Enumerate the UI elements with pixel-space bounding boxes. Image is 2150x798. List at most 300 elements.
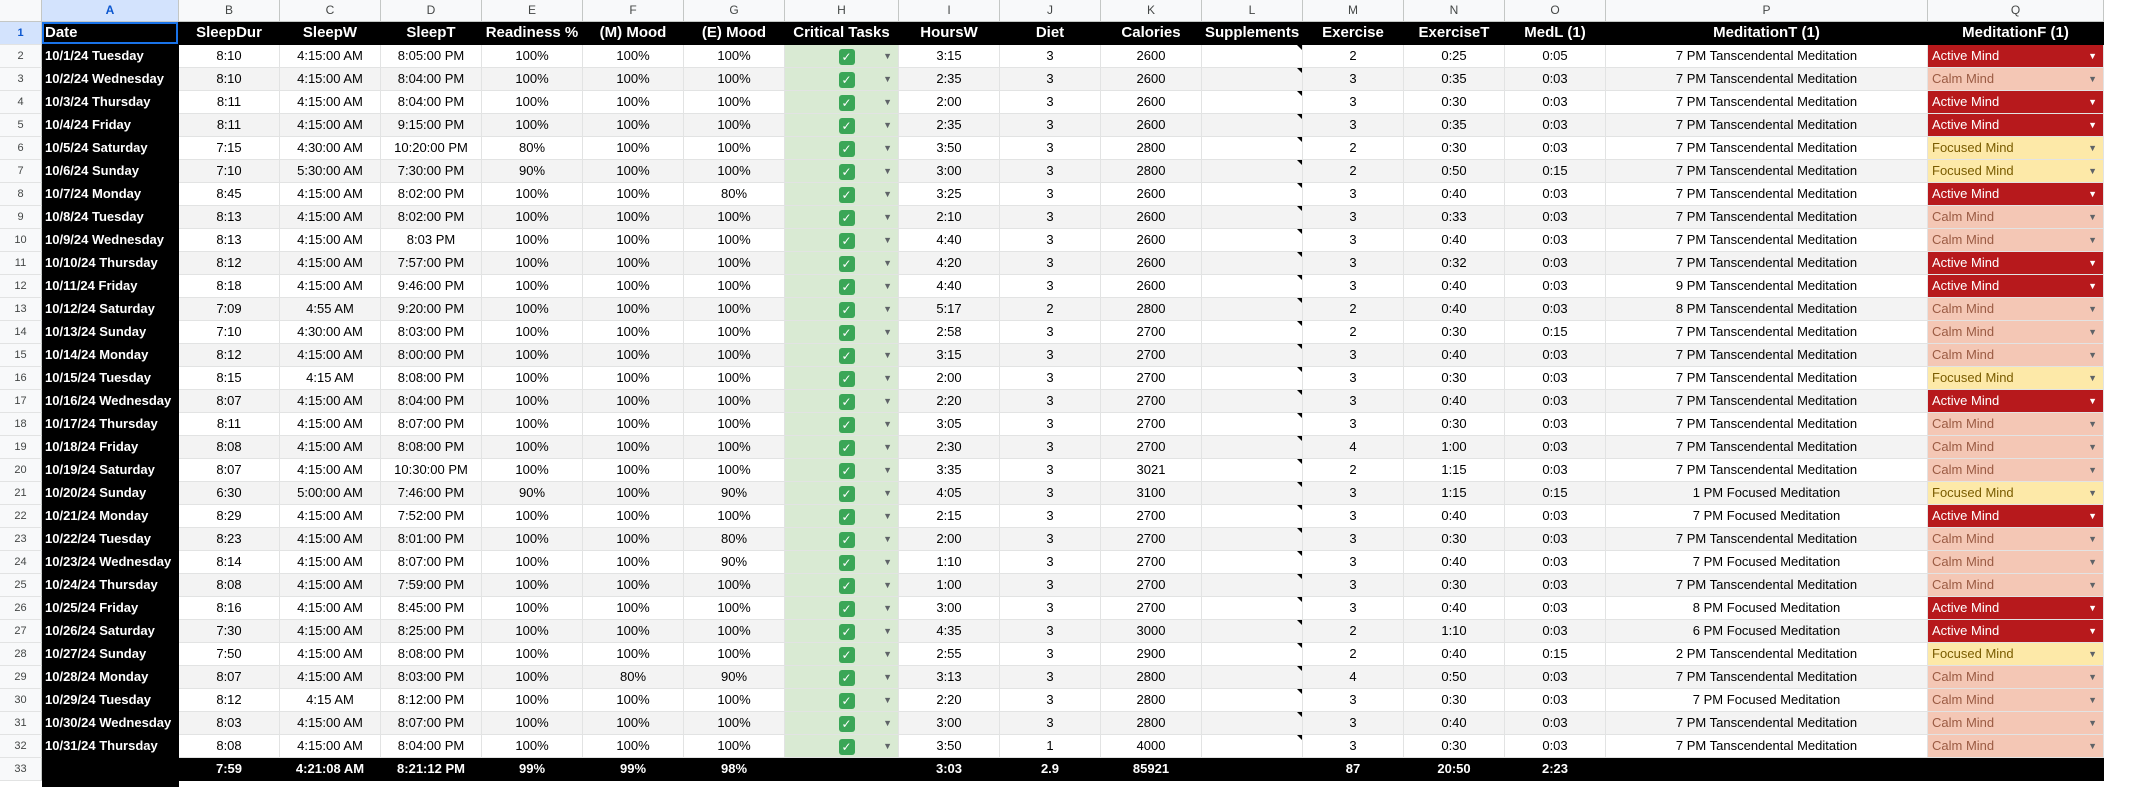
table-cell[interactable] [1606,436,1928,459]
critical-tasks-cell[interactable] [785,91,899,114]
date-cell[interactable] [42,413,179,436]
table-cell[interactable] [1000,735,1101,758]
chevron-down-icon[interactable]: ▼ [2088,626,2097,636]
chevron-down-icon[interactable]: ▼ [883,143,892,153]
date-cell[interactable] [42,505,179,528]
table-cell[interactable] [381,321,482,344]
chevron-down-icon[interactable]: ▼ [2088,465,2097,475]
table-cell[interactable] [381,735,482,758]
table-cell[interactable] [1404,229,1505,252]
table-cell[interactable] [1404,528,1505,551]
table-cell[interactable] [1101,344,1202,367]
table-cell[interactable] [1202,137,1303,160]
table-cell[interactable] [1101,620,1202,643]
table-cell[interactable] [179,390,280,413]
total-cell[interactable] [280,758,381,781]
table-cell[interactable] [583,735,684,758]
table-cell[interactable] [179,229,280,252]
table-cell[interactable] [1101,321,1202,344]
critical-tasks-cell[interactable] [785,344,899,367]
table-cell[interactable] [1606,574,1928,597]
table-cell[interactable] [280,206,381,229]
table-cell[interactable] [482,45,583,68]
table-cell[interactable] [1505,275,1606,298]
table-cell[interactable] [583,344,684,367]
table-cell[interactable] [684,68,785,91]
table-cell[interactable] [1606,206,1928,229]
table-cell[interactable] [583,160,684,183]
table-cell[interactable] [1606,712,1928,735]
table-cell[interactable] [179,620,280,643]
table-cell[interactable] [1505,252,1606,275]
table-cell[interactable] [1404,436,1505,459]
table-cell[interactable] [684,666,785,689]
row-header-6[interactable] [0,137,42,160]
date-cell[interactable] [42,620,179,643]
table-cell[interactable] [381,505,482,528]
table-cell[interactable] [1202,275,1303,298]
meditation-focus-dropdown[interactable] [1928,505,2104,528]
table-cell[interactable] [899,620,1000,643]
meditation-focus-dropdown[interactable] [1928,390,2104,413]
table-cell[interactable] [684,137,785,160]
table-cell[interactable] [482,114,583,137]
table-cell[interactable] [1606,344,1928,367]
row-header-30[interactable] [0,689,42,712]
table-cell[interactable] [280,620,381,643]
table-cell[interactable] [179,91,280,114]
meditation-focus-dropdown[interactable] [1928,91,2104,114]
table-cell[interactable] [381,436,482,459]
table-cell[interactable] [1000,160,1101,183]
table-cell[interactable] [1202,252,1303,275]
table-cell[interactable] [1505,160,1606,183]
table-cell[interactable] [684,367,785,390]
date-cell[interactable] [42,482,179,505]
table-cell[interactable] [381,367,482,390]
table-cell[interactable] [583,574,684,597]
chevron-down-icon[interactable]: ▼ [2088,74,2097,84]
chevron-down-icon[interactable]: ▼ [883,396,892,406]
table-cell[interactable] [1303,689,1404,712]
row-header-17[interactable] [0,390,42,413]
table-cell[interactable] [1101,505,1202,528]
chevron-down-icon[interactable]: ▼ [2088,258,2097,268]
table-cell[interactable] [1101,114,1202,137]
table-cell[interactable] [1303,298,1404,321]
chevron-down-icon[interactable]: ▼ [883,350,892,360]
table-cell[interactable] [1202,91,1303,114]
table-cell[interactable] [1202,367,1303,390]
table-cell[interactable] [1000,413,1101,436]
table-cell[interactable] [1606,137,1928,160]
table-cell[interactable] [179,206,280,229]
table-cell[interactable] [381,183,482,206]
table-cell[interactable] [381,206,482,229]
table-cell[interactable] [899,528,1000,551]
table-cell[interactable] [1101,229,1202,252]
date-cell[interactable] [42,68,179,91]
table-cell[interactable] [280,712,381,735]
critical-tasks-cell[interactable] [785,459,899,482]
table-cell[interactable] [179,298,280,321]
chevron-down-icon[interactable]: ▼ [2088,672,2097,682]
table-cell[interactable] [280,574,381,597]
table-cell[interactable] [583,528,684,551]
table-cell[interactable] [684,321,785,344]
table-cell[interactable] [684,643,785,666]
meditation-focus-dropdown[interactable] [1928,689,2104,712]
table-cell[interactable] [1101,689,1202,712]
table-cell[interactable] [583,551,684,574]
critical-tasks-cell[interactable] [785,482,899,505]
date-cell[interactable] [42,574,179,597]
table-cell[interactable] [1303,321,1404,344]
table-cell[interactable] [1404,344,1505,367]
table-cell[interactable] [899,321,1000,344]
table-cell[interactable] [899,712,1000,735]
chevron-down-icon[interactable]: ▼ [883,419,892,429]
table-cell[interactable] [1101,551,1202,574]
column-header-k[interactable] [1101,0,1202,22]
table-cell[interactable] [1101,206,1202,229]
table-cell[interactable] [280,229,381,252]
table-cell[interactable] [1101,643,1202,666]
table-cell[interactable] [1404,505,1505,528]
total-empty-cell[interactable] [1928,758,2104,781]
table-cell[interactable] [482,160,583,183]
date-cell[interactable] [42,689,179,712]
chevron-down-icon[interactable]: ▼ [2088,281,2097,291]
chevron-down-icon[interactable]: ▼ [883,741,892,751]
table-cell[interactable] [1505,666,1606,689]
column-header-o[interactable] [1505,0,1606,22]
meditation-focus-dropdown[interactable] [1928,68,2104,91]
table-cell[interactable] [1000,206,1101,229]
date-cell[interactable] [42,459,179,482]
date-cell[interactable] [42,321,179,344]
table-cell[interactable] [482,505,583,528]
table-cell[interactable] [583,505,684,528]
row-header-27[interactable] [0,620,42,643]
table-cell[interactable] [1505,68,1606,91]
critical-tasks-cell[interactable] [785,505,899,528]
table-cell[interactable] [899,114,1000,137]
table-cell[interactable] [1101,597,1202,620]
header-cell-c[interactable] [280,22,381,45]
table-cell[interactable] [280,114,381,137]
table-cell[interactable] [583,413,684,436]
table-cell[interactable] [1000,689,1101,712]
table-cell[interactable] [899,597,1000,620]
table-cell[interactable] [179,459,280,482]
chevron-down-icon[interactable]: ▼ [2088,189,2097,199]
column-header-f[interactable] [583,0,684,22]
table-cell[interactable] [1303,528,1404,551]
table-cell[interactable] [280,91,381,114]
table-cell[interactable] [280,137,381,160]
table-cell[interactable] [1202,45,1303,68]
table-cell[interactable] [1505,367,1606,390]
table-cell[interactable] [583,367,684,390]
table-cell[interactable] [1505,620,1606,643]
table-cell[interactable] [1202,735,1303,758]
critical-tasks-cell[interactable] [785,45,899,68]
table-cell[interactable] [280,45,381,68]
table-cell[interactable] [179,597,280,620]
total-empty-cell[interactable] [1202,758,1303,781]
chevron-down-icon[interactable]: ▼ [2088,143,2097,153]
table-cell[interactable] [482,643,583,666]
date-cell[interactable] [42,160,179,183]
table-cell[interactable] [1404,666,1505,689]
table-cell[interactable] [1303,597,1404,620]
row-header-4[interactable] [0,91,42,114]
chevron-down-icon[interactable]: ▼ [2088,741,2097,751]
meditation-focus-dropdown[interactable] [1928,229,2104,252]
chevron-down-icon[interactable]: ▼ [883,626,892,636]
table-cell[interactable] [1202,183,1303,206]
table-cell[interactable] [899,252,1000,275]
table-cell[interactable] [684,505,785,528]
select-all-corner[interactable] [0,0,42,22]
header-cell-e[interactable] [482,22,583,45]
header-cell-j[interactable] [1000,22,1101,45]
row-header-33[interactable] [0,758,42,781]
table-cell[interactable] [1404,160,1505,183]
row-header-12[interactable] [0,275,42,298]
table-cell[interactable] [583,275,684,298]
table-cell[interactable] [1303,574,1404,597]
table-cell[interactable] [1404,689,1505,712]
table-cell[interactable] [482,666,583,689]
table-cell[interactable] [1404,298,1505,321]
table-cell[interactable] [1101,413,1202,436]
table-cell[interactable] [1404,275,1505,298]
table-cell[interactable] [1101,436,1202,459]
table-cell[interactable] [1404,597,1505,620]
table-cell[interactable] [1505,344,1606,367]
table-cell[interactable] [1505,114,1606,137]
table-cell[interactable] [179,137,280,160]
table-cell[interactable] [280,528,381,551]
critical-tasks-cell[interactable] [785,206,899,229]
meditation-focus-dropdown[interactable] [1928,459,2104,482]
table-cell[interactable] [1202,597,1303,620]
table-cell[interactable] [1606,252,1928,275]
table-cell[interactable] [1303,712,1404,735]
table-cell[interactable] [1303,183,1404,206]
date-cell[interactable] [42,528,179,551]
table-cell[interactable] [482,206,583,229]
chevron-down-icon[interactable]: ▼ [2088,419,2097,429]
critical-tasks-cell[interactable] [785,252,899,275]
date-cell[interactable] [42,597,179,620]
row-header-24[interactable] [0,551,42,574]
table-cell[interactable] [1000,114,1101,137]
table-cell[interactable] [1000,620,1101,643]
table-cell[interactable] [899,344,1000,367]
meditation-focus-dropdown[interactable] [1928,620,2104,643]
table-cell[interactable] [899,183,1000,206]
chevron-down-icon[interactable]: ▼ [2088,580,2097,590]
table-cell[interactable] [1404,482,1505,505]
row-header-15[interactable] [0,344,42,367]
row-header-32[interactable] [0,735,42,758]
table-cell[interactable] [1606,298,1928,321]
table-cell[interactable] [482,551,583,574]
total-cell[interactable] [583,758,684,781]
header-cell-g[interactable] [684,22,785,45]
table-cell[interactable] [1303,551,1404,574]
table-cell[interactable] [1505,45,1606,68]
table-cell[interactable] [280,735,381,758]
table-cell[interactable] [1303,735,1404,758]
table-cell[interactable] [684,91,785,114]
table-cell[interactable] [583,390,684,413]
chevron-down-icon[interactable]: ▼ [883,120,892,130]
table-cell[interactable] [1101,183,1202,206]
chevron-down-icon[interactable]: ▼ [883,258,892,268]
date-cell[interactable] [42,137,179,160]
critical-tasks-cell[interactable] [785,689,899,712]
table-cell[interactable] [280,321,381,344]
table-cell[interactable] [684,551,785,574]
table-cell[interactable] [1404,183,1505,206]
table-cell[interactable] [1303,45,1404,68]
table-cell[interactable] [583,620,684,643]
table-cell[interactable] [583,137,684,160]
table-cell[interactable] [179,712,280,735]
table-cell[interactable] [1303,344,1404,367]
header-cell-n[interactable] [1404,22,1505,45]
table-cell[interactable] [179,45,280,68]
table-cell[interactable] [899,436,1000,459]
table-cell[interactable] [684,183,785,206]
table-cell[interactable] [1404,735,1505,758]
table-cell[interactable] [1303,482,1404,505]
critical-tasks-cell[interactable] [785,275,899,298]
table-cell[interactable] [1606,505,1928,528]
chevron-down-icon[interactable]: ▼ [2088,120,2097,130]
table-cell[interactable] [583,597,684,620]
table-cell[interactable] [583,666,684,689]
row-header-8[interactable] [0,183,42,206]
table-cell[interactable] [280,252,381,275]
table-cell[interactable] [179,321,280,344]
table-cell[interactable] [482,344,583,367]
meditation-focus-dropdown[interactable] [1928,735,2104,758]
table-cell[interactable] [280,551,381,574]
table-cell[interactable] [899,459,1000,482]
header-cell-l[interactable] [1202,22,1303,45]
table-cell[interactable] [1606,459,1928,482]
table-cell[interactable] [381,390,482,413]
table-cell[interactable] [1101,68,1202,91]
table-cell[interactable] [1000,45,1101,68]
table-cell[interactable] [583,482,684,505]
table-cell[interactable] [1606,597,1928,620]
table-cell[interactable] [1404,45,1505,68]
table-cell[interactable] [684,206,785,229]
date-cell[interactable] [42,344,179,367]
table-cell[interactable] [1101,137,1202,160]
column-header-e[interactable] [482,0,583,22]
chevron-down-icon[interactable]: ▼ [2088,350,2097,360]
column-header-g[interactable] [684,0,785,22]
table-cell[interactable] [1202,620,1303,643]
table-cell[interactable] [280,275,381,298]
row-header-16[interactable] [0,367,42,390]
table-cell[interactable] [1606,390,1928,413]
meditation-focus-dropdown[interactable] [1928,436,2104,459]
table-cell[interactable] [1404,367,1505,390]
table-cell[interactable] [1303,206,1404,229]
table-cell[interactable] [583,229,684,252]
meditation-focus-dropdown[interactable] [1928,482,2104,505]
total-empty-cell[interactable] [1606,758,1928,781]
chevron-down-icon[interactable]: ▼ [883,718,892,728]
chevron-down-icon[interactable]: ▼ [883,534,892,544]
table-cell[interactable] [381,160,482,183]
date-cell[interactable] [42,45,179,68]
table-cell[interactable] [1404,390,1505,413]
column-header-d[interactable] [381,0,482,22]
table-cell[interactable] [1101,275,1202,298]
table-cell[interactable] [381,459,482,482]
table-cell[interactable] [1101,712,1202,735]
table-cell[interactable] [381,574,482,597]
chevron-down-icon[interactable]: ▼ [2088,212,2097,222]
chevron-down-icon[interactable]: ▼ [2088,603,2097,613]
table-cell[interactable] [1404,114,1505,137]
table-cell[interactable] [583,114,684,137]
date-cell[interactable] [42,91,179,114]
table-cell[interactable] [684,413,785,436]
table-cell[interactable] [1505,137,1606,160]
table-cell[interactable] [1606,183,1928,206]
table-cell[interactable] [381,298,482,321]
column-header-m[interactable] [1303,0,1404,22]
table-cell[interactable] [1000,551,1101,574]
chevron-down-icon[interactable]: ▼ [883,557,892,567]
table-cell[interactable] [1303,666,1404,689]
table-cell[interactable] [583,643,684,666]
table-cell[interactable] [899,413,1000,436]
table-cell[interactable] [1101,574,1202,597]
table-cell[interactable] [1404,712,1505,735]
table-cell[interactable] [1404,574,1505,597]
table-cell[interactable] [179,666,280,689]
table-cell[interactable] [899,160,1000,183]
table-cell[interactable] [381,666,482,689]
table-cell[interactable] [1303,137,1404,160]
table-cell[interactable] [381,597,482,620]
table-cell[interactable] [1303,252,1404,275]
table-cell[interactable] [1202,574,1303,597]
table-cell[interactable] [1101,666,1202,689]
table-cell[interactable] [1000,643,1101,666]
chevron-down-icon[interactable]: ▼ [2088,373,2097,383]
table-cell[interactable] [1606,91,1928,114]
table-cell[interactable] [381,413,482,436]
row-header-25[interactable] [0,574,42,597]
meditation-focus-dropdown[interactable] [1928,137,2104,160]
table-cell[interactable] [381,137,482,160]
critical-tasks-cell[interactable] [785,367,899,390]
table-cell[interactable] [1000,183,1101,206]
table-cell[interactable] [899,68,1000,91]
